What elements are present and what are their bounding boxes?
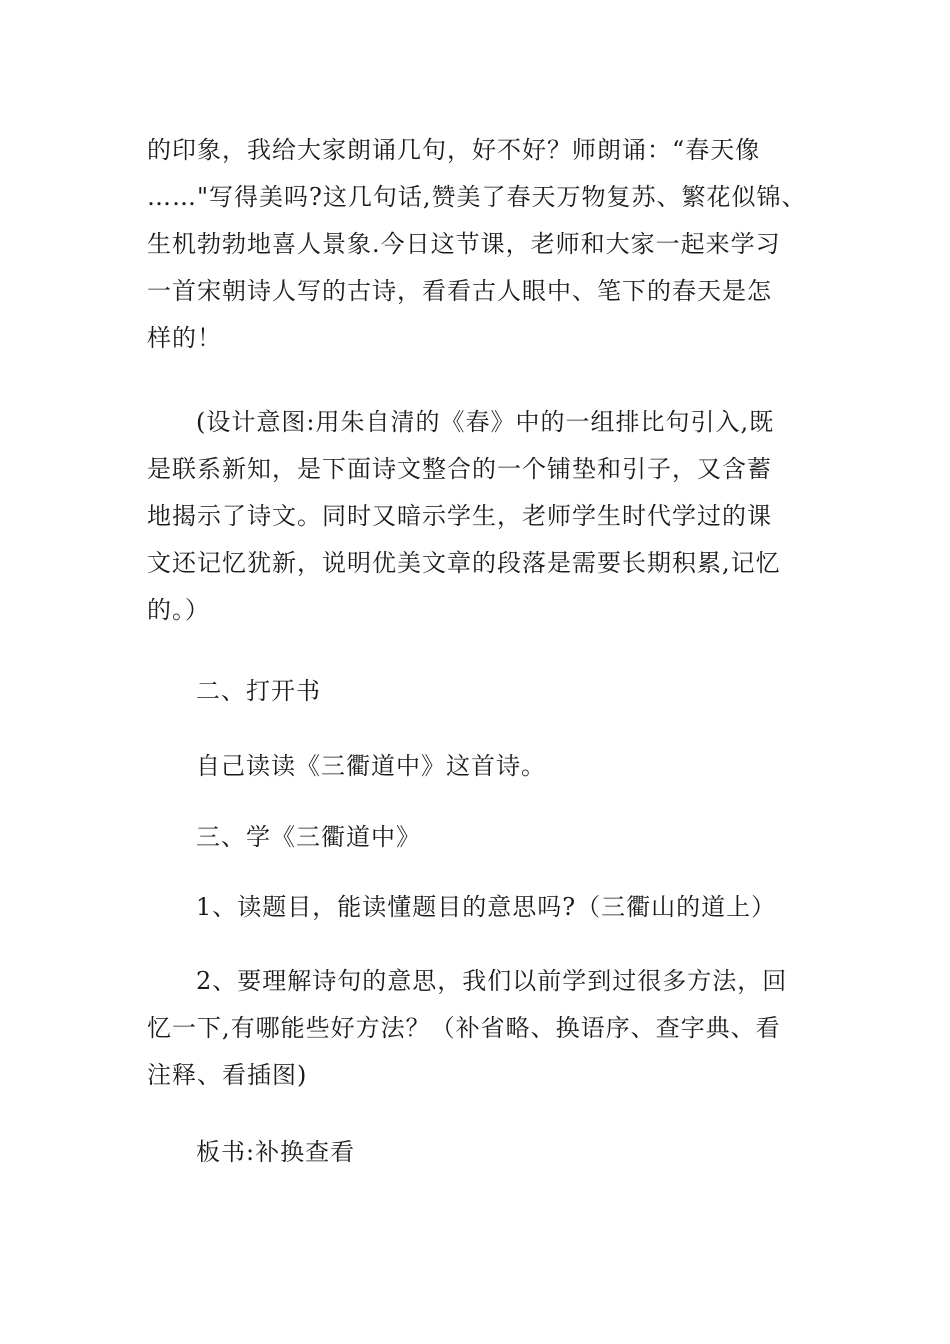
section-three-heading [196, 814, 421, 861]
section-two-heading [196, 668, 321, 715]
design-note-line: 的。） [147, 596, 210, 624]
section-three-heading-text: 三、学《三衢道中》 [196, 823, 421, 851]
design-note-line: 文还记忆犹新，说明优美文章的段落是需要长期积累,记忆 [147, 549, 781, 577]
item-one-text: 1、读题目，能读懂题目的意思吗?（三衢山的道上） [196, 893, 777, 921]
board-writing [196, 1129, 355, 1176]
item-two-line: 注释、看插图) [147, 1061, 308, 1089]
item-two-line: 忆一下,有哪能些好方法？（补省略、换语序、查字典、看 [147, 1014, 781, 1042]
design-note-line: 地揭示了诗文。同时又暗示学生，老师学生时代学过的课 [147, 502, 772, 530]
intro-paragraph-line: 生机勃勃地喜人景象.今日这节课，老师和大家一起来学习 [147, 230, 781, 258]
item-one [196, 884, 776, 931]
intro-paragraph-line: ……"写得美吗?这几句话,赞美了春天万物复苏、繁花似锦、 [147, 183, 807, 211]
design-note-line: (设计意图:用朱自清的《春》中的一组排比句引入,既 [196, 408, 775, 436]
design-note-line: 是联系新知，是下面诗文整合的一个铺垫和引子，又含蓄 [147, 455, 772, 483]
section-two-heading-text: 二、打开书 [196, 677, 321, 705]
design-note-paragraph [147, 399, 781, 634]
item-two-line: 2、要理解诗句的意思，我们以前学到过很多方法，回 [196, 967, 788, 995]
section-two-text [196, 743, 546, 790]
board-writing-text: 板书:补换查看 [196, 1138, 356, 1166]
intro-paragraph-line: 样的！ [147, 324, 222, 352]
section-two-text-line: 自己读读《三衢道中》这首诗。 [196, 752, 546, 780]
intro-paragraph-line: 一首宋朝诗人写的古诗，看看古人眼中、笔下的春天是怎 [147, 277, 772, 305]
intro-paragraph [147, 127, 807, 362]
item-two-paragraph [147, 958, 787, 1099]
intro-paragraph-line: 的印象，我给大家朗诵几句，好不好？师朗诵：“春天像 [147, 136, 761, 164]
